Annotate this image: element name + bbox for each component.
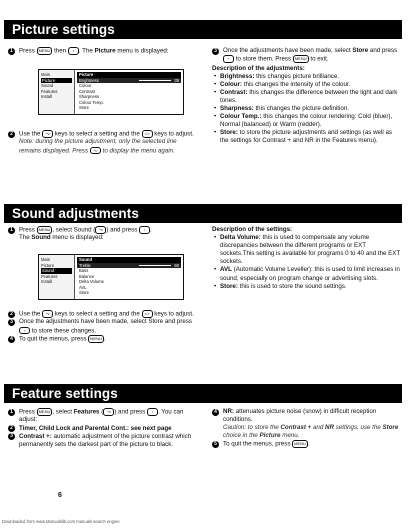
step-number-3: 3 bbox=[8, 319, 15, 326]
picture-step-2: 2 Use the ^v keys to select a setting and the <> keys to adjust. bbox=[8, 130, 198, 138]
features-step-4: 4 NR: attenuates picture noise (snow) in difficult reception conditions. bbox=[212, 408, 402, 424]
sound-menu-selected: Treble 50 bbox=[79, 262, 179, 268]
desc-store: • Store: to store the picture adjustments and settings (as well as the settings for Contrast + and NR in the Features menu). bbox=[212, 129, 402, 145]
picture-menu-screenshot bbox=[38, 69, 184, 115]
updown-key-icon: ^v bbox=[42, 130, 53, 138]
picture-step-1: 1 Press MENU then › . The Picture menu is displayed: bbox=[8, 47, 198, 55]
picture-menu-left: Main Picture Sound Features Install bbox=[39, 70, 75, 114]
menu-key-icon: MENU bbox=[38, 48, 51, 53]
sound-step-4: 4 To quit the menus, press MENU . bbox=[8, 335, 198, 343]
sound-left-column bbox=[8, 226, 198, 243]
right-key-icon: › bbox=[68, 47, 79, 55]
step-number-4: 4 bbox=[8, 336, 15, 343]
menu-key-icon: MENU bbox=[90, 336, 102, 342]
desc-brightness: • Brightness: this changes picture brilliance. bbox=[212, 73, 402, 81]
features-left-column bbox=[8, 408, 198, 449]
right-key-icon: › bbox=[19, 327, 30, 335]
features-step-5: 5 To quit the menus, press MENU . bbox=[212, 440, 402, 448]
picture-menu-selected: Brightness 39 bbox=[79, 77, 179, 83]
feature-settings-header: Feature settings bbox=[4, 384, 402, 403]
picture-settings-header: Picture settings bbox=[4, 20, 402, 39]
brightness-slider bbox=[139, 80, 171, 81]
desc-contrast: • Contrast: this changes the difference between the light and dark tones. bbox=[212, 89, 402, 105]
menu-key-icon: MENU bbox=[38, 227, 51, 232]
right-key-icon: › bbox=[223, 55, 234, 63]
features-step-3: 3 Contrast +: automatic adjustment of the picture contrast which permanently sets the darkest part of the picture to black. bbox=[8, 433, 198, 449]
features-right-column bbox=[212, 408, 402, 449]
sound-left-column-2 bbox=[8, 310, 198, 344]
sound-desc-title: Description of the settings: bbox=[212, 226, 293, 233]
picture-note: Note: during the picture adjustment, only the selected line remains displayed. Press ^v to display the menu again. bbox=[19, 138, 177, 154]
sound-step-2: 2 Use the ^v keys to select a setting and the <> keys to adjust. bbox=[8, 310, 198, 318]
sound-menu-screenshot bbox=[38, 254, 184, 300]
features-caution: Caution: to store the Contrast + and NR settings, use the Store choice in the Picture menu. bbox=[223, 424, 399, 440]
right-key-icon: › bbox=[139, 226, 150, 234]
step-number-3: 3 bbox=[8, 433, 15, 440]
sound-menu-left: Main Picture Sound Features Install bbox=[39, 255, 75, 299]
menu-key-icon: MENU bbox=[38, 409, 51, 414]
sound-right-column bbox=[212, 226, 402, 291]
step-number-5: 5 bbox=[212, 441, 219, 448]
sound-step-1: 1 Press MENU , select Sound ( ^v ) and press › . The Sound menu is displayed: bbox=[8, 226, 198, 243]
updown-key-icon: ^v bbox=[95, 226, 106, 234]
updown-key-icon: ^v bbox=[90, 147, 101, 155]
step-number-1: 1 bbox=[8, 409, 15, 416]
updown-key-icon: ^v bbox=[103, 408, 114, 416]
step-number-2: 2 bbox=[8, 425, 15, 432]
picture-left-column-2 bbox=[8, 130, 198, 155]
picture-left-column bbox=[8, 47, 198, 55]
step-number-2: 2 bbox=[8, 131, 15, 138]
leftright-key-icon: <> bbox=[142, 310, 153, 318]
picture-right-column bbox=[212, 47, 402, 146]
updown-key-icon: ^v bbox=[42, 310, 53, 318]
sound-adjustments-header: Sound adjustments bbox=[4, 204, 402, 223]
desc-colour: • Colour: this changes the intensity of the colour. bbox=[212, 81, 402, 89]
features-step-1: 1 Press MENU , select Features ( ^v ) and press › . You can adjust: bbox=[8, 408, 198, 425]
sound-step-3: 3 Once the adjustments have been made, select Store and press › to store these changes. bbox=[8, 318, 198, 335]
desc-sharpness: • Sharpness: this changes the picture definition. bbox=[212, 105, 402, 113]
download-footer[interactable]: Downloaded from www.Manualslib.com manuals search engine bbox=[2, 519, 120, 524]
desc-delta-volume: • Delta Volume: this is used to compensate any volume discrepancies between the different programs or EXT sockets.This setting is available for programs 0 to 40 and the EXT sockets. bbox=[212, 234, 402, 266]
desc-colour-temp: • Colour Temp.: this changes the colour rendering: Cold (bluer), Normal (balanced) or Warm (redder). bbox=[212, 113, 402, 129]
step-number-3: 3 bbox=[212, 48, 219, 55]
right-key-icon: › bbox=[147, 408, 158, 416]
picture-desc-title: Description of the adjustments: bbox=[212, 64, 305, 72]
treble-slider bbox=[139, 265, 171, 266]
picture-step-3: 3 Once the adjustments have been made, select Store and press › to store them. Press MENU to exit. bbox=[212, 47, 402, 64]
step-number-2: 2 bbox=[8, 311, 15, 318]
desc-avl: • AVL (Automatic Volume Leveller): this is used to limit increases in sound, especially on program change or advertising slots. bbox=[212, 266, 402, 282]
desc-sound-store: • Store: this is used to store the sound settings. bbox=[212, 283, 402, 291]
picture-menu-right: Picture Brightness 39 Colour Contrast Sharpness Colour Temp. Store bbox=[79, 72, 179, 110]
menu-key-icon: MENU bbox=[294, 56, 307, 62]
step-number-1: 1 bbox=[8, 227, 15, 234]
page-number: 6 bbox=[58, 492, 62, 499]
leftright-key-icon: <> bbox=[142, 130, 153, 138]
step-number-1: 1 bbox=[8, 48, 15, 55]
features-step-2: 2 Timer, Child Lock and Parental Cont.: see next page bbox=[8, 425, 198, 433]
sound-menu-right: Sound Treble 50 Bass Balance Delta Volume AVL Store bbox=[79, 257, 179, 295]
menu-key-icon: MENU bbox=[294, 441, 306, 447]
step-number-4: 4 bbox=[212, 409, 219, 416]
